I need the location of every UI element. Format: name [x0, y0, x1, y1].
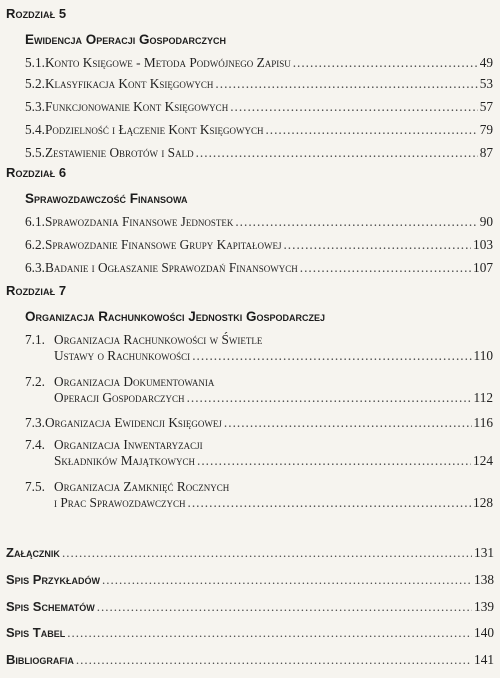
toc-entry-6-1: [25, 214, 493, 230]
toc-entry-5-2: [25, 76, 493, 92]
chapter-6-title: Sprawozdawczość Finansowa: [25, 191, 188, 206]
leader-dots: [300, 260, 471, 276]
toc-entry-5-3: [25, 99, 493, 115]
appendix-bibliography: [6, 652, 494, 668]
leader-dots: [76, 652, 472, 668]
entry-number: 7.1.: [25, 332, 45, 347]
leader-dots: [197, 453, 471, 469]
toc-entry-7-5: [25, 479, 493, 511]
entry-number: 7.3.: [25, 415, 45, 430]
entry-number: 5.1.: [25, 55, 45, 70]
entry-title: Operacji Gospodarczych: [54, 390, 185, 405]
leader-dots: [215, 76, 477, 92]
entry-number: 7.2.: [25, 374, 45, 389]
entry-title-line1: Organizacja Rachunkowości w Świetle: [54, 332, 263, 347]
entry-page: 124: [473, 453, 493, 468]
entry-page: 110: [473, 348, 493, 363]
appendix-attachment: [6, 545, 494, 561]
entry-title-line1: Organizacja Dokumentowania: [54, 374, 215, 389]
leader-dots: [230, 99, 478, 115]
entry-number: 5.4.: [25, 122, 45, 137]
chapter-7-label: Rozdział 7: [6, 283, 67, 298]
entry-number: 5.3.: [25, 99, 45, 114]
appendix-tables: [6, 625, 494, 641]
toc-entry-6-2: [25, 237, 493, 253]
appendix-examples: [6, 572, 494, 588]
entry-title: Sprawozdanie Finansowe Grupy Kapitałowej: [44, 237, 282, 252]
entry-page: 112: [473, 390, 493, 405]
chapter-7-title: Organizacja Rachunkowości Jednostki Gospodarczej: [25, 309, 326, 324]
entry-title: Podzielność i Łączenie Kont Księgowych: [44, 122, 264, 137]
toc-entry-7-3: [25, 415, 493, 431]
toc-entry-6-3: [25, 260, 493, 276]
leader-dots: [67, 625, 472, 641]
leader-dots: [97, 599, 472, 615]
leader-dots: [62, 545, 472, 561]
leader-dots: [187, 390, 472, 406]
chapter-6-label: Rozdział 6: [6, 165, 67, 180]
appendix-page: 131: [474, 545, 494, 560]
toc-entry-5-5: [25, 145, 493, 161]
leader-dots: [293, 55, 478, 71]
leader-dots: [283, 237, 471, 253]
appendix-title: Spis Przykładów: [6, 572, 100, 587]
entry-number: 5.5.: [25, 145, 45, 160]
appendix-title: Spis Tabel: [6, 625, 66, 640]
leader-dots: [188, 495, 472, 511]
entry-page: 107: [473, 260, 493, 275]
appendix-schemes: [6, 599, 494, 615]
entry-number: 6.1.: [25, 214, 45, 229]
appendix-title: Załącznik: [6, 545, 60, 560]
entry-number: 7.5.: [25, 479, 45, 494]
entry-title: Funkcjonowanie Kont Księgowych: [44, 99, 229, 114]
entry-title: Sprawozdania Finansowe Jednostek: [44, 214, 234, 229]
appendix-page: 139: [474, 599, 494, 614]
entry-number: 6.2.: [25, 237, 45, 252]
toc-entry-7-2: [25, 374, 493, 406]
entry-page: 116: [473, 415, 493, 430]
entry-number: 5.2.: [25, 76, 45, 91]
entry-page: 53: [479, 76, 493, 91]
entry-title-line1: Organizacja Inwentaryzacji: [54, 437, 203, 452]
entry-number: 7.4.: [25, 437, 45, 452]
entry-title: Klasyfikacja Kont Księgowych: [44, 76, 214, 91]
entry-title: Organizacja Ewidencji Księgowej: [44, 415, 222, 430]
toc-entry-7-4: [25, 437, 493, 469]
entry-title: Badanie i Ogłaszanie Sprawozdań Finansowych: [44, 260, 298, 275]
toc-entry-7-1: [25, 332, 493, 364]
entry-title: Zestawienie Obrotów i Sald: [44, 145, 194, 160]
entry-number: 6.3.: [25, 260, 45, 275]
entry-page: 90: [479, 214, 493, 229]
appendix-title: Bibliografia: [6, 652, 74, 667]
entry-title-line1: Organizacja Zamknięć Rocznych: [54, 479, 230, 494]
entry-title: Ustawy o Rachunkowości: [54, 348, 191, 363]
leader-dots: [235, 214, 477, 230]
entry-title: Konto Księgowe - Metoda Podwójnego Zapisu: [44, 55, 291, 70]
entry-page: 79: [479, 122, 493, 137]
appendix-page: 138: [474, 572, 494, 587]
appendix-title: Spis Schematów: [6, 599, 95, 614]
entry-title: i Prac Sprawozdawczych: [54, 495, 186, 510]
leader-dots: [224, 415, 472, 431]
chapter-5-label: Rozdział 5: [6, 6, 67, 21]
leader-dots: [265, 122, 477, 138]
entry-page: 57: [479, 99, 493, 114]
leader-dots: [192, 348, 471, 364]
entry-page: 87: [479, 145, 493, 160]
entry-page: 128: [473, 495, 493, 510]
entry-page: 103: [473, 237, 493, 252]
toc-entry-5-1: [25, 55, 493, 71]
entry-title: Składników Majątkowych: [54, 453, 196, 468]
toc-entry-5-4: [25, 122, 493, 138]
entry-page: 49: [479, 55, 493, 70]
appendix-page: 141: [474, 652, 494, 667]
appendix-page: 140: [474, 625, 494, 640]
chapter-5-title: Ewidencja Operacji Gospodarczych: [25, 32, 227, 47]
leader-dots: [196, 145, 478, 161]
leader-dots: [102, 572, 472, 588]
